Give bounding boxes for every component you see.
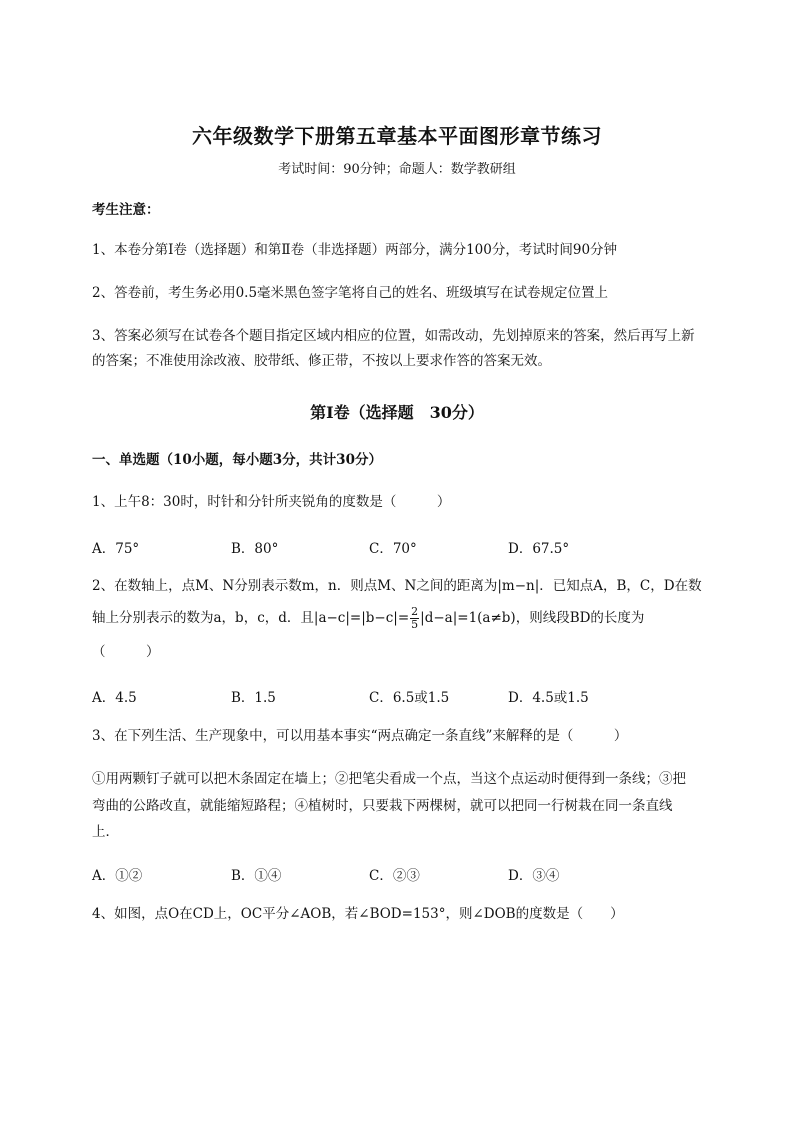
question-2-option-a: A．4.5: [92, 690, 137, 706]
question-2-line-2: [92, 604, 752, 632]
exam-info: 考试时间：90分钟；命题人：数学教研组: [278, 162, 516, 177]
notice-heading: 考生注意：: [92, 202, 160, 218]
question-1-option-d: D．67.5°: [508, 541, 570, 557]
part-heading: 一、单选题（10小题，每小题3分，共计30分）: [92, 452, 382, 468]
fraction: [410, 606, 419, 631]
question-2-option-b: B．1.5: [231, 690, 276, 706]
section-title: 第Ⅰ卷（选择题 30分）: [310, 403, 484, 422]
question-3-line-1: ①用两颗钉子就可以把木条固定在墙上；②把笔尖看成一个点，当这个点运动时便得到一条线；③把: [92, 771, 686, 787]
question-3-line-3: 上．: [92, 824, 119, 840]
question-2-line-1: 2、在数轴上，点M、N分别表示数m，n．则点M、N之间的距离为|m−n|．已知点A，B，C，D在数: [92, 578, 702, 594]
question-2-line-2-start: 轴上分别表示的数为a，b，c，d．且|a−c|=|b−c|=: [92, 610, 410, 626]
notice-item-1: 1、本卷分第Ⅰ卷（选择题）和第Ⅱ卷（非选择题）两部分，满分100分，考试时间90分钟: [92, 242, 618, 258]
question-4-stem: 4、如图，点O在CD上，OC平分∠AOB，若∠BOD=153°，则∠DOB的度数是（ ）: [92, 906, 624, 922]
question-3-option-c: C．②③: [369, 868, 420, 884]
notice-item-2: 2、答卷前，考生务必用0.5毫米黑色签字笔将自己的姓名、班级填写在试卷规定位置上: [92, 285, 609, 301]
question-2-option-c: C．6.5或1.5: [369, 690, 450, 706]
fraction-numerator: 2: [411, 605, 419, 618]
fraction-denominator: 5: [411, 618, 419, 631]
question-2-answer-paren: （ ）: [92, 644, 160, 660]
question-1-stem: 1、上午8：30时，时针和分针所夹锐角的度数是（ ）: [92, 494, 451, 510]
question-1-option-b: B．80°: [231, 541, 279, 557]
notice-item-3-line-1: 3、答案必须写在试卷各个题目指定区域内相应的位置，如需改动，先划掉原来的答案，然后再写上新: [92, 328, 695, 344]
notice-item-3-line-2: 的答案；不准使用涂改液、胶带纸、修正带，不按以上要求作答的答案无效。: [92, 353, 551, 369]
question-3-line-2: 弯曲的公路改直，就能缩短路程；④植树时，只要栽下两棵树，就可以把同一行树栽在同一条直线: [92, 798, 673, 814]
question-3-option-b: B．①④: [231, 868, 282, 884]
question-1-option-a: A．75°: [92, 541, 140, 557]
question-3-option-d: D．③④: [508, 868, 560, 884]
question-2-option-d: D．4.5或1.5: [508, 690, 589, 706]
question-3-option-a: A．①②: [92, 868, 143, 884]
question-2-line-2-end: |d−a|=1(a≠b)，则线段BD的长度为: [420, 610, 645, 626]
page-title: 六年级数学下册第五章基本平面图形章节练习: [192, 124, 602, 148]
question-1-option-c: C．70°: [369, 541, 417, 557]
question-3-stem: 3、在下列生活、生产现象中，可以用基本事实“两点确定一条直线”来解释的是（ ）: [92, 728, 628, 744]
